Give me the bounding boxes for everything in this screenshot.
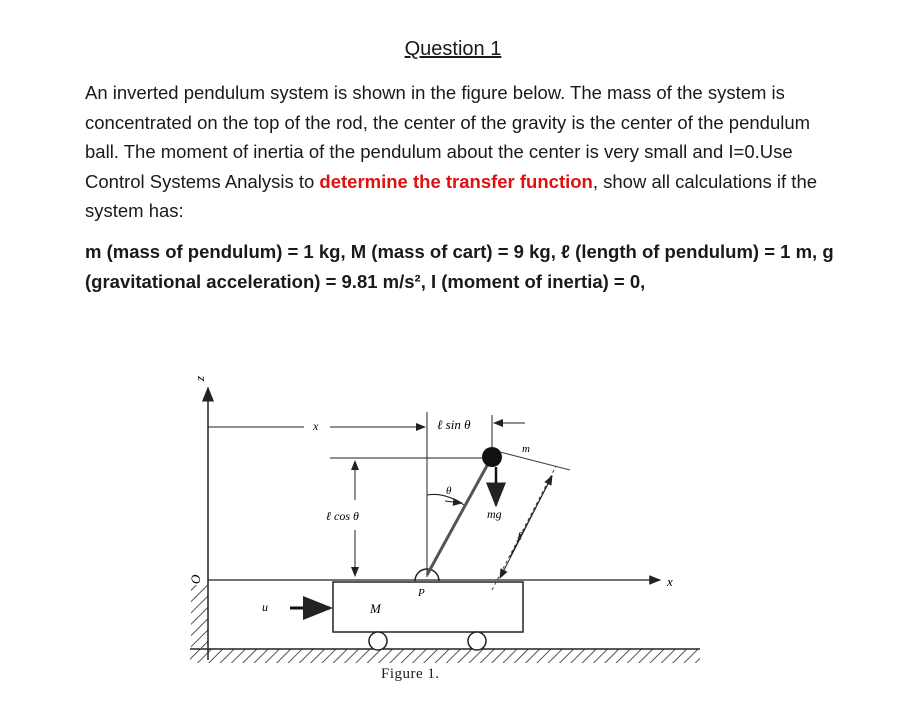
question-title: Question 1 [404, 38, 502, 60]
cart [333, 582, 523, 632]
highlight-text: determine the transfer function [319, 170, 593, 192]
z-label: z [192, 375, 207, 381]
given-values: m (mass of pendulum) = 1 kg, M (mass of cart) = 9 kg, ℓ (length of pendulum) = 1 m, g (gravitational acceleration) = 9.81 m/s², I (moment of inertia) = 0, [85, 241, 834, 292]
length-label: ℓ [517, 529, 522, 543]
wall-hatch [191, 585, 208, 649]
theta-label: θ [446, 485, 452, 497]
statement-text: An inverted pendulum system is shown in the figure below. The mass of the system is concentrated on the top of the rod, the center of the gravity is the center of the pendulum ball. The moment of inertia of the pendulum about the center is very small and I=0.Use Control Systems Analysis to [85, 82, 811, 192]
statement-text-end: , show all calculations if the system has: [85, 170, 818, 221]
force-label: u [262, 600, 268, 614]
l-sin-label: ℓ sin θ [437, 417, 471, 432]
wheel-left [369, 632, 387, 650]
x-axis-label: x [667, 574, 673, 589]
figure-caption: Figure 1. [381, 666, 440, 682]
ball-mass-label: m [522, 443, 530, 455]
pendulum-ball [482, 447, 502, 467]
x-dimension-label: x [313, 419, 319, 433]
wheel-right [468, 632, 486, 650]
pendulum-rod [427, 462, 489, 575]
l-cos-label: ℓ cos θ [326, 509, 359, 523]
ground-hatch [190, 649, 700, 663]
origin-label: O [188, 574, 203, 584]
pivot-label: P [418, 587, 425, 599]
cart-mass-label: M [370, 601, 381, 616]
gravity-label: mg [487, 507, 502, 521]
